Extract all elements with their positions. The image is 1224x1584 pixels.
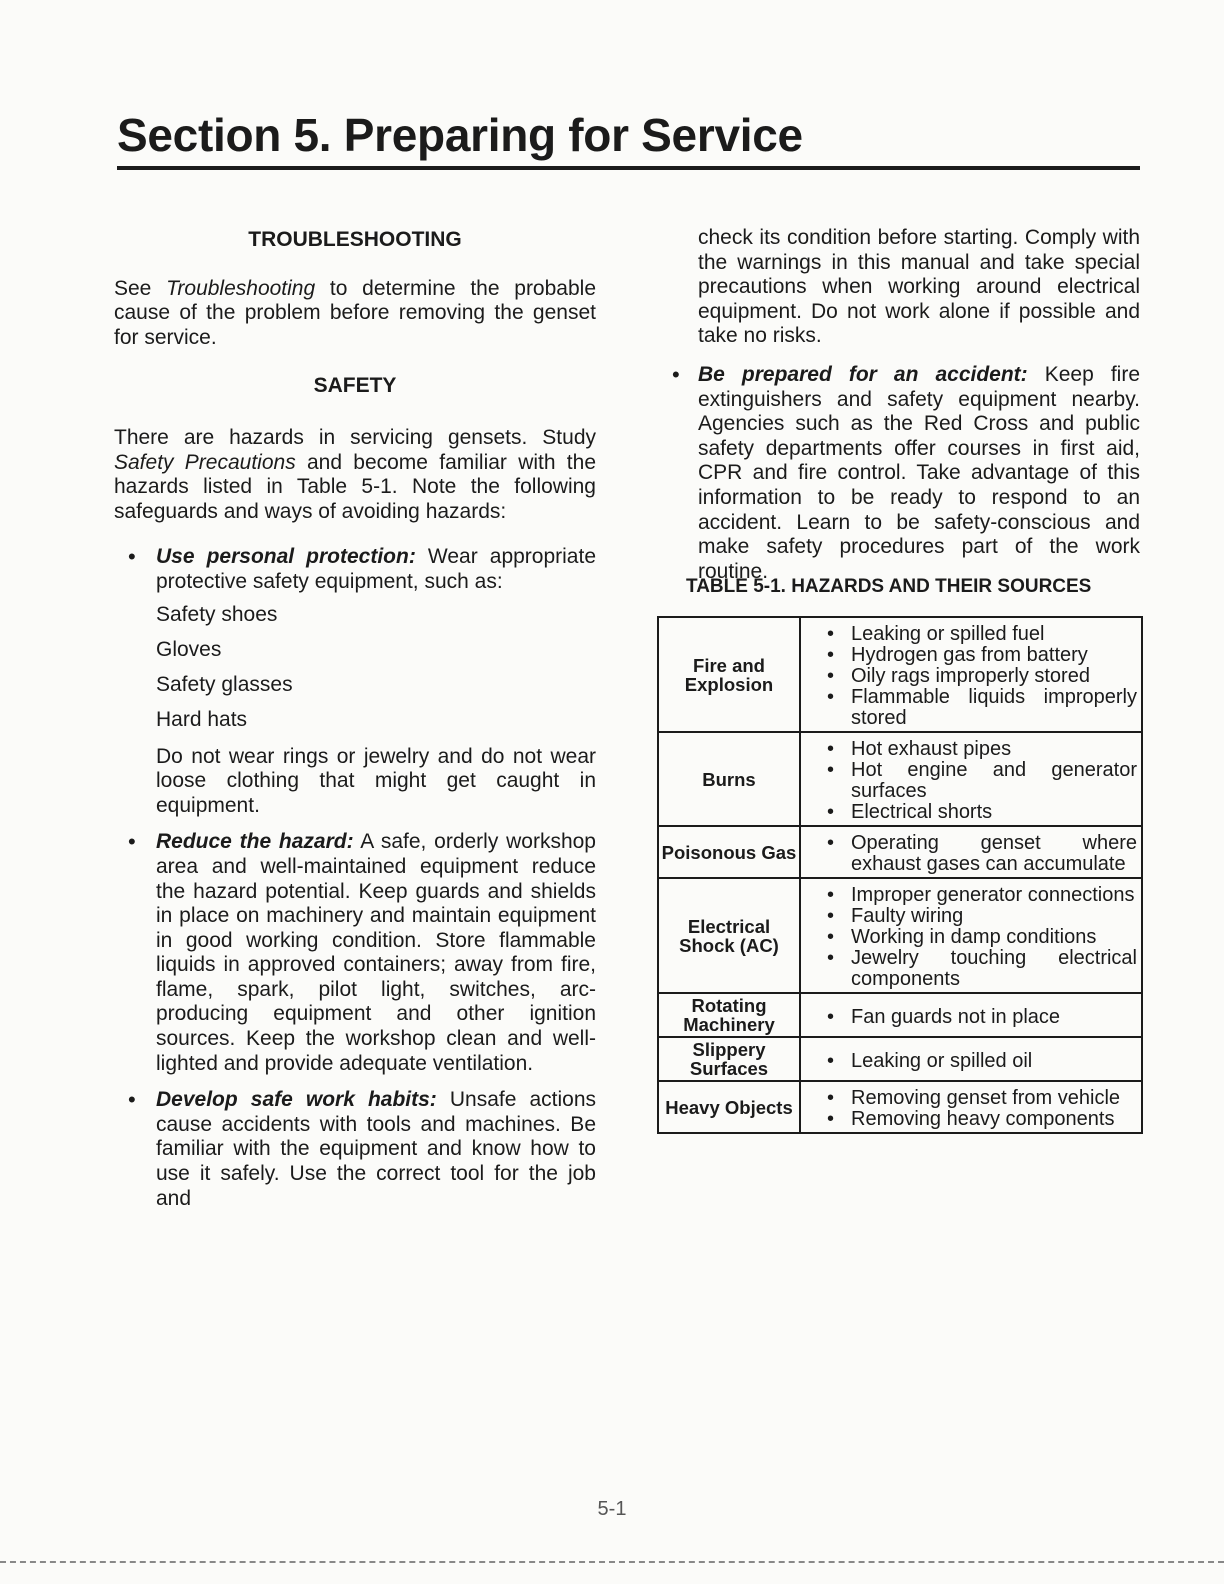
troubleshooting-paragraph: See Troubleshooting to determine the probable cause of the problem before removing the genset for service. <box>114 276 596 349</box>
hazard-name: Slippery Surfaces <box>658 1037 800 1081</box>
safety-precautions-reference: Safety Precautions <box>114 450 296 474</box>
left-column <box>114 226 596 1223</box>
hazard-sources <box>800 993 1142 1037</box>
safety-heading: SAFETY <box>313 374 397 398</box>
safeguard-personal-protection: • Use personal protection: Wear appropriate protective safety equipment, such as: Safety shoes Gloves Safety glasses Hard hats Do not wear rings or jewelry and do not wear loose clothing that might get caught in equipment. <box>114 545 596 818</box>
safeguard-work-habits: • Develop safe work habits: Unsafe actions cause accidents with tools and machines. Be familiar with the equipment and know how to use it safely. Use the correct tool for the job and <box>114 1088 596 1211</box>
hazards-table <box>657 616 1143 1134</box>
page-number: 5-1 <box>597 1498 627 1520</box>
hazard-name: Heavy Objects <box>658 1081 800 1133</box>
hazard-sources <box>800 826 1142 878</box>
source-item: • Leaking or spilled oil <box>801 1051 1137 1072</box>
source-item: • Removing genset from vehicle <box>801 1088 1137 1109</box>
source-item: • Oily rags improperly stored <box>801 666 1137 687</box>
hazard-sources <box>800 1037 1142 1081</box>
right-column <box>658 226 1140 596</box>
safeguard-prepared-accident: • Be prepared for an accident: Keep fire extinguishers and safety equipment nearby. Agencies such as the Red Cross and public safety departments offer courses in first aid, CPR and fire control. Take advantage of this information to be ready to respond to an accident. Learn to be safety-conscious and make safety procedures part of the work routine. <box>658 363 1140 584</box>
hazard-name: Burns <box>658 732 800 826</box>
title-rule <box>117 166 1140 170</box>
source-item: • Operating genset where exhaust gases can accumulate <box>801 833 1137 875</box>
hazard-name: Rotating Machinery <box>658 993 800 1037</box>
hazard-sources <box>800 1081 1142 1133</box>
table-caption: TABLE 5-1. HAZARDS AND THEIR SOURCES <box>686 576 1092 597</box>
safeguard-list <box>114 545 596 1211</box>
table-row <box>658 617 1142 732</box>
source-item: • Improper generator connections <box>801 885 1137 906</box>
section-title: Section 5. Preparing for Service <box>117 109 803 161</box>
safeguard-reduce-hazard: • Reduce the hazard: A safe, orderly workshop area and well-maintained equipment reduce the hazard potential. Keep guards and shields in place on machinery and maintain equipment in good working condition. Store flammable liquids in approved containers; away from fire, flame, spark, pilot light, switches, arc-producing equipment and other ignition sources. Keep the workshop clean and well-lighted and provide adequate ventilation. <box>114 830 596 1076</box>
hazard-sources <box>800 878 1142 993</box>
hazard-sources <box>800 617 1142 732</box>
jewelry-note: Do not wear rings or jewelry and do not wear loose clothing that might get caught in equipment. <box>156 744 596 817</box>
safety-intro: There are hazards in servicing gensets. Study Safety Precautions and become familiar with the hazards listed in Table 5-1. Note the following safeguards and ways of avoiding hazards: <box>114 425 596 523</box>
hazard-name: Fire and Explosion <box>658 617 800 732</box>
table-row <box>658 1037 1142 1081</box>
table-row <box>658 1081 1142 1133</box>
ppe-item: Hard hats <box>156 707 248 731</box>
source-item: • Fan guards not in place <box>801 1007 1137 1028</box>
protective-equipment-list <box>156 603 596 743</box>
hazard-name: Poisonous Gas <box>658 826 800 878</box>
hazard-name: Electrical Shock (AC) <box>658 878 800 993</box>
source-item: • Jewelry touching electrical components <box>801 948 1137 990</box>
table-row <box>658 993 1142 1037</box>
work-habits-continued: check its condition before starting. Comply with the warnings in this manual and take special precautions when working around electrical equipment. Do not work alone if possible and take no risks. <box>698 226 1140 348</box>
safeguard-list-continued <box>658 363 1140 584</box>
source-item: • Working in damp conditions <box>801 927 1137 948</box>
source-item: • Hydrogen gas from battery <box>801 645 1137 666</box>
troubleshooting-reference: Troubleshooting <box>166 276 316 300</box>
source-item: • Electrical shorts <box>801 802 1137 823</box>
ppe-item: Safety glasses <box>156 672 293 696</box>
ppe-item: Gloves <box>156 637 222 661</box>
footer-rule <box>0 1561 1224 1563</box>
source-item: • Faulty wiring <box>801 906 1137 927</box>
table-row <box>658 732 1142 826</box>
source-item: • Hot engine and generator surfaces <box>801 760 1137 802</box>
table-row <box>658 826 1142 878</box>
troubleshooting-heading: TROUBLESHOOTING <box>248 228 462 251</box>
table-row <box>658 878 1142 993</box>
ppe-item: Safety shoes <box>156 602 278 626</box>
source-item: • Removing heavy components <box>801 1109 1137 1130</box>
hazard-sources <box>800 732 1142 826</box>
source-item: • Leaking or spilled fuel <box>801 624 1137 645</box>
source-item: • Flammable liquids improperly stored <box>801 687 1137 729</box>
source-item: • Hot exhaust pipes <box>801 739 1137 760</box>
